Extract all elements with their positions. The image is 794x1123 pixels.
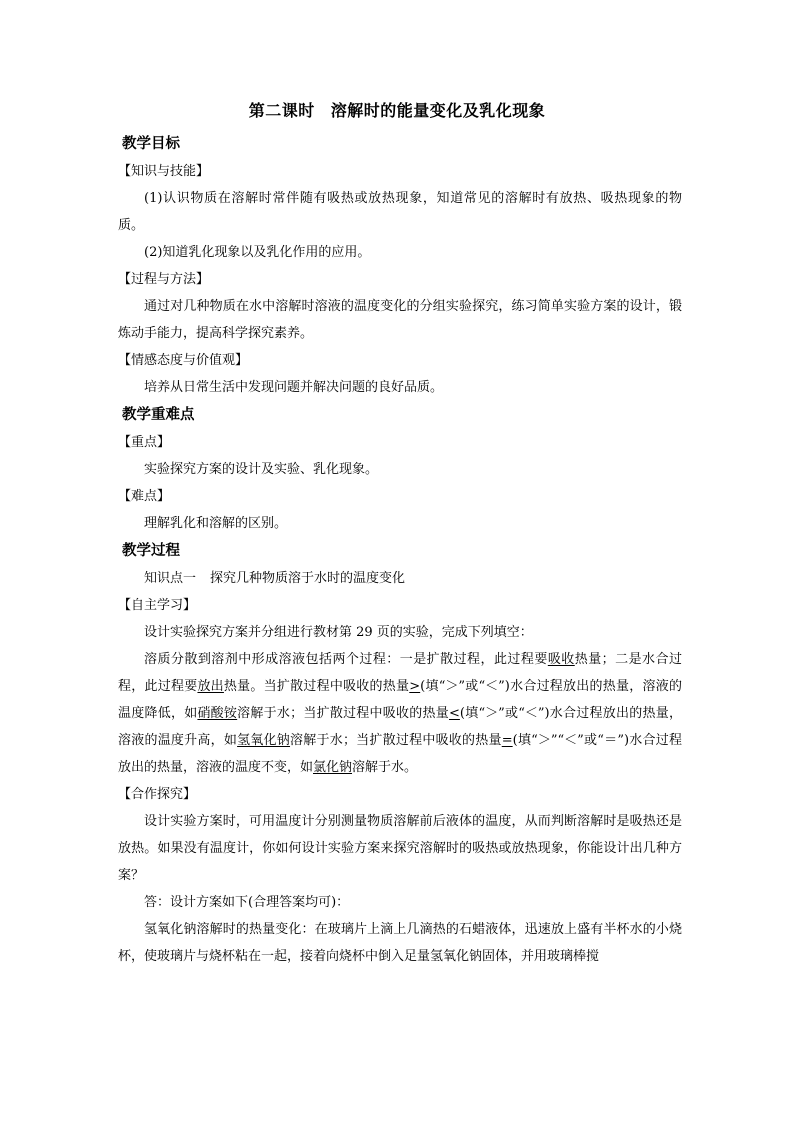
naoh-experiment-paragraph: 氢氧化钠溶解时的热量变化：在玻璃片上滴上几滴热的石蜡液体，迅速放上盛有半杯水的小烧杯，使玻璃片与烧杯粘在一起，接着向烧杯中倒入足量氢氧化钠固体，并用玻璃棒搅 (118, 922, 682, 964)
fill-text-9: 溶解于水。 (352, 760, 418, 775)
fill-text-8: (填“＞”“＜”或“＝”)水合过程放出的热量，溶液的温度不变，如 (118, 733, 682, 775)
cooperative-inquiry-paragraph: 设计实验方案时，可用温度计分别测量物质溶解前后液体的温度，从而判断溶解时是吸热还是放热。如果没有温度计，你如何设计实验方案来探究溶解时的吸热或放热现象，你能设计出几种方案？ (118, 814, 682, 883)
document-body (118, 130, 682, 970)
knowledge-skills-tag: 【知识与技能】 (118, 164, 210, 179)
cooperative-inquiry-tag: 【合作探究】 (118, 787, 197, 802)
difficult-point-paragraph: 理解乳化和溶解的区别。 (144, 516, 288, 531)
page-title (0, 98, 794, 121)
answer-release: 放出 (197, 679, 224, 694)
fill-text-2: 热量；二是水合过程，此过程要 (118, 652, 682, 694)
answer-greater: > (409, 679, 421, 694)
answer-equal: = (501, 733, 513, 748)
fill-text-3: 热量。当扩散过程中吸收的热量 (223, 679, 410, 694)
fill-text-7: 溶解于水；当扩散过程中吸收的热量 (290, 733, 502, 748)
key-point-tag: 【重点】 (118, 435, 171, 450)
answer-ammonium-nitrate: 硝酸铵 (197, 706, 238, 721)
teaching-process-heading: 教学过程 (122, 542, 180, 559)
fill-text-6: (填“＞”或“＜”)水合过程放出的热量，溶液的温度升高，如 (118, 706, 682, 748)
knowledge-point-1-title (118, 565, 682, 592)
keypoints-heading: 教学重难点 (122, 406, 195, 423)
answer-sodium-chloride: 氯化钠 (313, 760, 353, 775)
process-method-tag: 【过程与方法】 (118, 272, 210, 287)
key-point-paragraph: 实验探究方案的设计及实验、乳化现象。 (144, 462, 379, 477)
knowledge-paragraph-1: (1)认识物质在溶解时常伴随有吸热或放热现象，知道常见的溶解时有放热、吸热现象的物质。 (118, 191, 682, 233)
fill-text-5: 溶解于水；当扩散过程中吸收的热量 (237, 706, 449, 721)
fill-text-4: (填“＞”或“＜”)水合过程放出的热量，溶液的温度降低，如 (118, 679, 682, 721)
attitude-values-tag: 【情感态度与价值观】 (118, 353, 249, 368)
title-topic: 溶解时的能量变化及乳化现象 (330, 101, 546, 120)
process-method-paragraph: 通过对几种物质在水中溶解时溶液的温度变化的分组实验探究，练习简单实验方案的设计，锻炼动手能力，提高科学探究素养。 (118, 299, 682, 341)
title-lesson: 第二课时 (248, 101, 315, 120)
kp1-label: 知识点一 (144, 571, 197, 586)
difficult-point-tag: 【难点】 (118, 489, 171, 504)
answer-absorb: 吸收 (547, 652, 575, 667)
answer-less: < (448, 706, 460, 721)
answer-paragraph: 答：设计方案如下(合理答案均可)： (144, 895, 350, 910)
self-study-intro: 设计实验探究方案并分组进行教材第 29 页的实验，完成下列填空： (144, 625, 533, 640)
self-study-tag: 【自主学习】 (118, 598, 197, 613)
objectives-heading: 教学目标 (122, 135, 180, 152)
fill-text-1: 溶质分散到溶剂中形成溶液包括两个过程：一是扩散过程，此过程要 (144, 652, 548, 667)
fill-in-paragraph (118, 646, 682, 781)
attitude-values-paragraph: 培养从日常生活中发现问题并解决问题的良好品质。 (144, 380, 444, 395)
kp1-title: 探究几种物质溶于水时的温度变化 (210, 571, 406, 586)
knowledge-paragraph-2: (2)知道乳化现象以及乳化作用的应用。 (144, 245, 371, 260)
answer-sodium-hydroxide: 氢氧化钠 (237, 733, 291, 748)
